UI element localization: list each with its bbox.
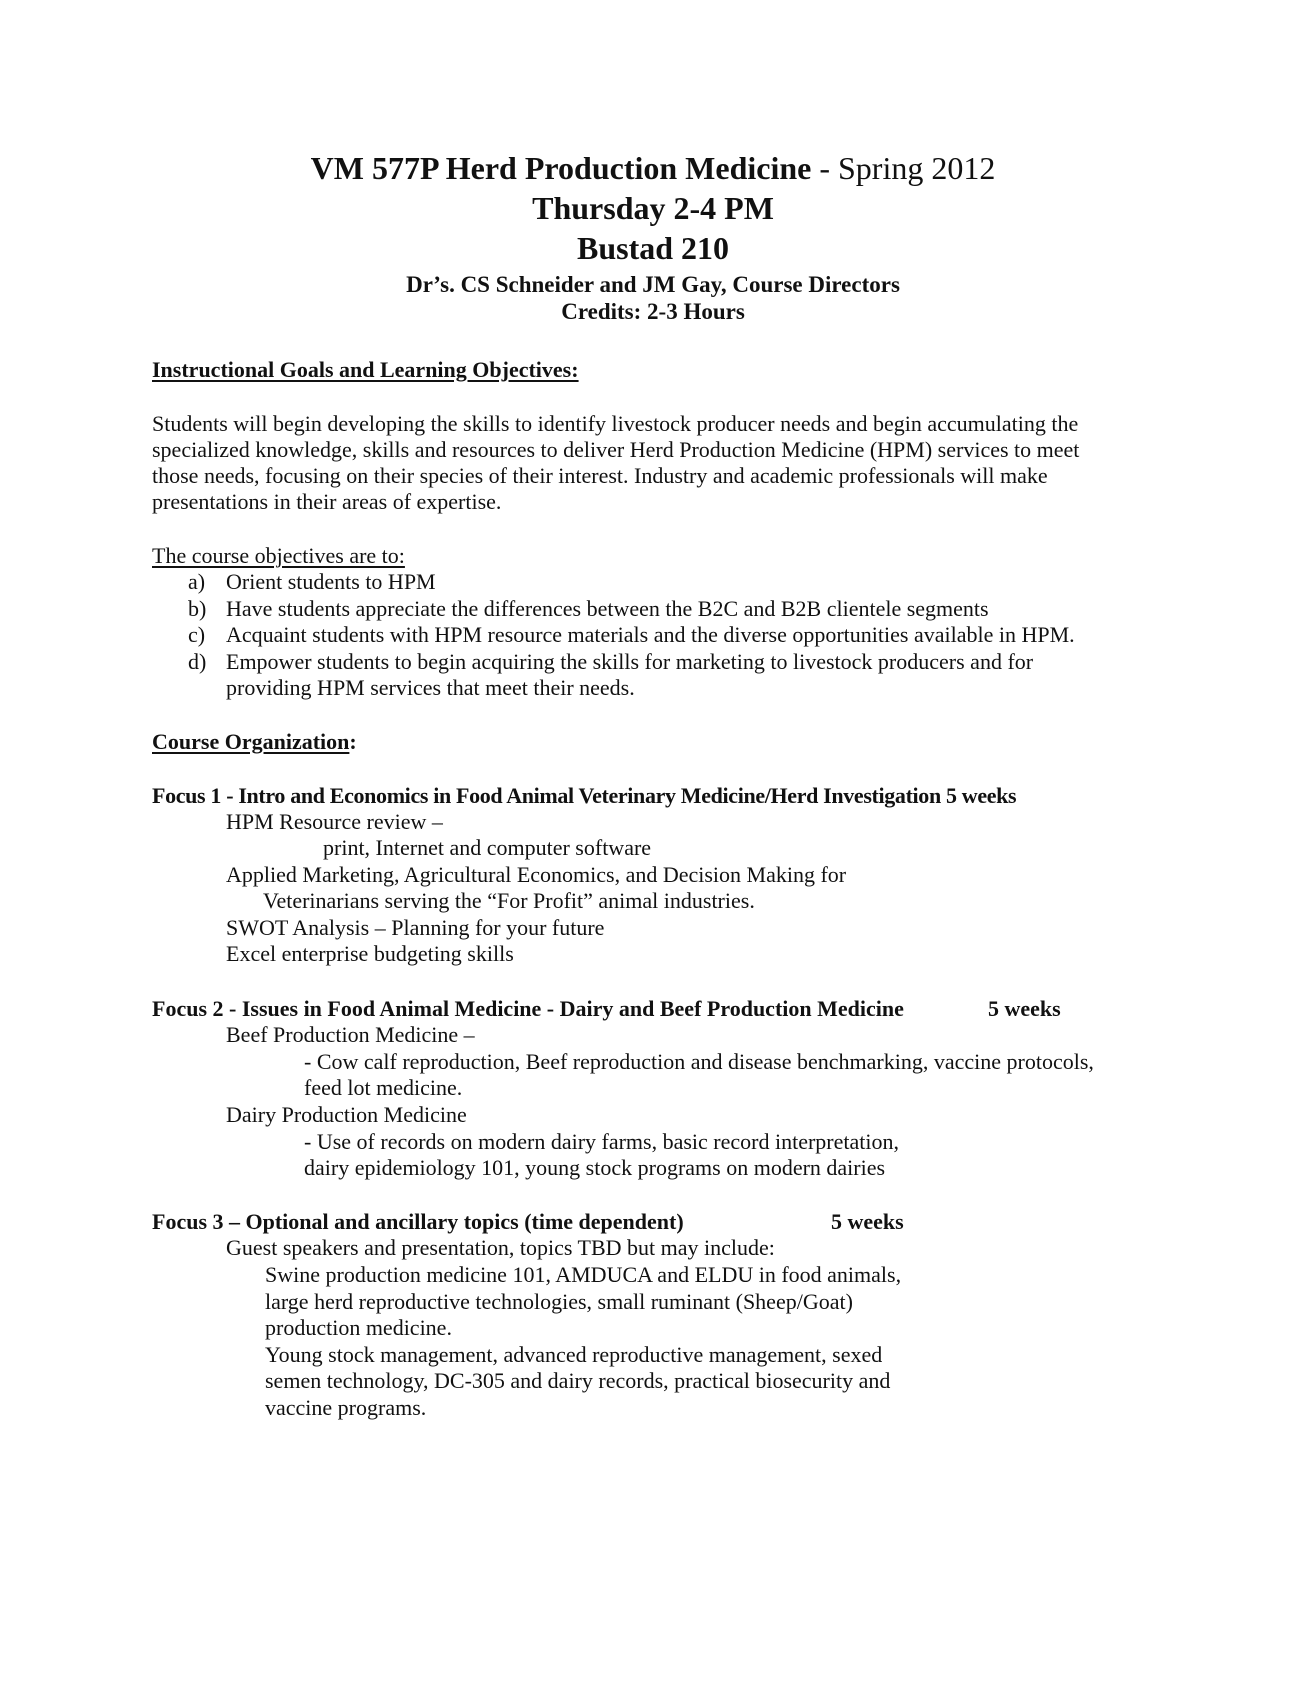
focus2-line-3: feed lot medicine. — [304, 1075, 463, 1100]
focus2-title: Focus 2 - Issues in Food Animal Medicine - Dairy and Beef Production Medicine — [152, 996, 904, 1021]
objective-d-line-1: Empower students to begin acquiring the skills for marketing to livestock producers and for — [226, 649, 1034, 674]
course-title-bold: VM 577P Herd Production Medicine — [310, 150, 812, 186]
focus2-line-5: - Use of records on modern dairy farms, basic record interpretation, — [304, 1129, 899, 1154]
goals-line-2: specialized knowledge, skills and resources to deliver Herd Production Medicine (HPM) services to meet — [152, 437, 1080, 462]
focus2-line-2: - Cow calf reproduction, Beef reproduction and disease benchmarking, vaccine protocols, — [304, 1049, 1094, 1074]
focus2-duration: 5 weeks — [988, 996, 1061, 1021]
objective-label-b: b) — [188, 596, 207, 621]
focus3-line-6: semen technology, DC-305 and dairy records, practical biosecurity and — [265, 1368, 891, 1393]
focus2-line-4: Dairy Production Medicine — [226, 1102, 467, 1127]
organization-heading-text: Course Organization — [152, 729, 350, 754]
focus3-line-5: Young stock management, advanced reproductive management, sexed — [265, 1342, 883, 1367]
organization-heading — [152, 729, 357, 755]
focus1-line-6: Excel enterprise budgeting skills — [226, 941, 514, 966]
course-room: Bustad 210 — [576, 230, 730, 266]
course-directors: Dr’s. CS Schneider and JM Gay, Course Directors — [406, 272, 900, 297]
focus1-line-4: Veterinarians serving the “For Profit” animal industries. — [263, 888, 755, 913]
focus3-line-7: vaccine programs. — [265, 1395, 427, 1420]
course-time: Thursday 2-4 PM — [532, 190, 774, 226]
objective-c: Acquaint students with HPM resource materials and the diverse opportunities available in HPM. — [226, 622, 1075, 647]
course-term: - Spring 2012 — [811, 150, 996, 186]
focus3-line-2: Swine production medicine 101, AMDUCA and ELDU in food animals, — [265, 1262, 902, 1287]
focus3-title: Focus 3 – Optional and ancillary topics (time dependent) — [152, 1209, 684, 1234]
focus2-line-1: Beef Production Medicine – — [226, 1022, 475, 1047]
course-credits: Credits: 2-3 Hours — [561, 299, 745, 324]
focus2-line-6: dairy epidemiology 101, young stock programs on modern dairies — [304, 1155, 886, 1180]
objectives-intro: The course objectives are to: — [152, 543, 405, 568]
objective-a: Orient students to HPM — [226, 569, 436, 594]
goals-heading: Instructional Goals and Learning Objectives: — [152, 357, 579, 382]
goals-line-3: those needs, focusing on their species of their interest. Industry and academic professionals will make — [152, 463, 1048, 488]
focus1-title: Focus 1 - Intro and Economics in Food Animal Veterinary Medicine/Herd Investigation 5 weeks — [152, 783, 1017, 808]
focus3-duration: 5 weeks — [831, 1209, 904, 1234]
focus1-line-2: print, Internet and computer software — [323, 835, 652, 860]
focus1-line-1: HPM Resource review – — [226, 809, 443, 834]
course-title — [0, 148, 1306, 188]
focus3-line-1: Guest speakers and presentation, topics TBD but may include: — [226, 1235, 775, 1260]
objective-b: Have students appreciate the differences between the B2C and B2B clientele segments — [226, 596, 989, 621]
objective-label-a: a) — [188, 569, 206, 594]
goals-line-4: presentations in their areas of expertise. — [152, 489, 502, 514]
objective-d-line-2: providing HPM services that meet their needs. — [226, 675, 635, 700]
goals-line-1: Students will begin developing the skills to identify livestock producer needs and begin accumulating the — [152, 411, 1079, 436]
organization-heading-colon: : — [349, 729, 357, 754]
focus1-line-3: Applied Marketing, Agricultural Economics, and Decision Making for — [226, 862, 847, 887]
focus3-line-4: production medicine. — [265, 1315, 452, 1340]
focus1-line-5: SWOT Analysis – Planning for your future — [226, 915, 605, 940]
objective-label-d: d) — [188, 649, 207, 674]
objective-label-c: c) — [188, 622, 206, 647]
focus3-line-3: large herd reproductive technologies, small ruminant (Sheep/Goat) — [265, 1289, 853, 1314]
